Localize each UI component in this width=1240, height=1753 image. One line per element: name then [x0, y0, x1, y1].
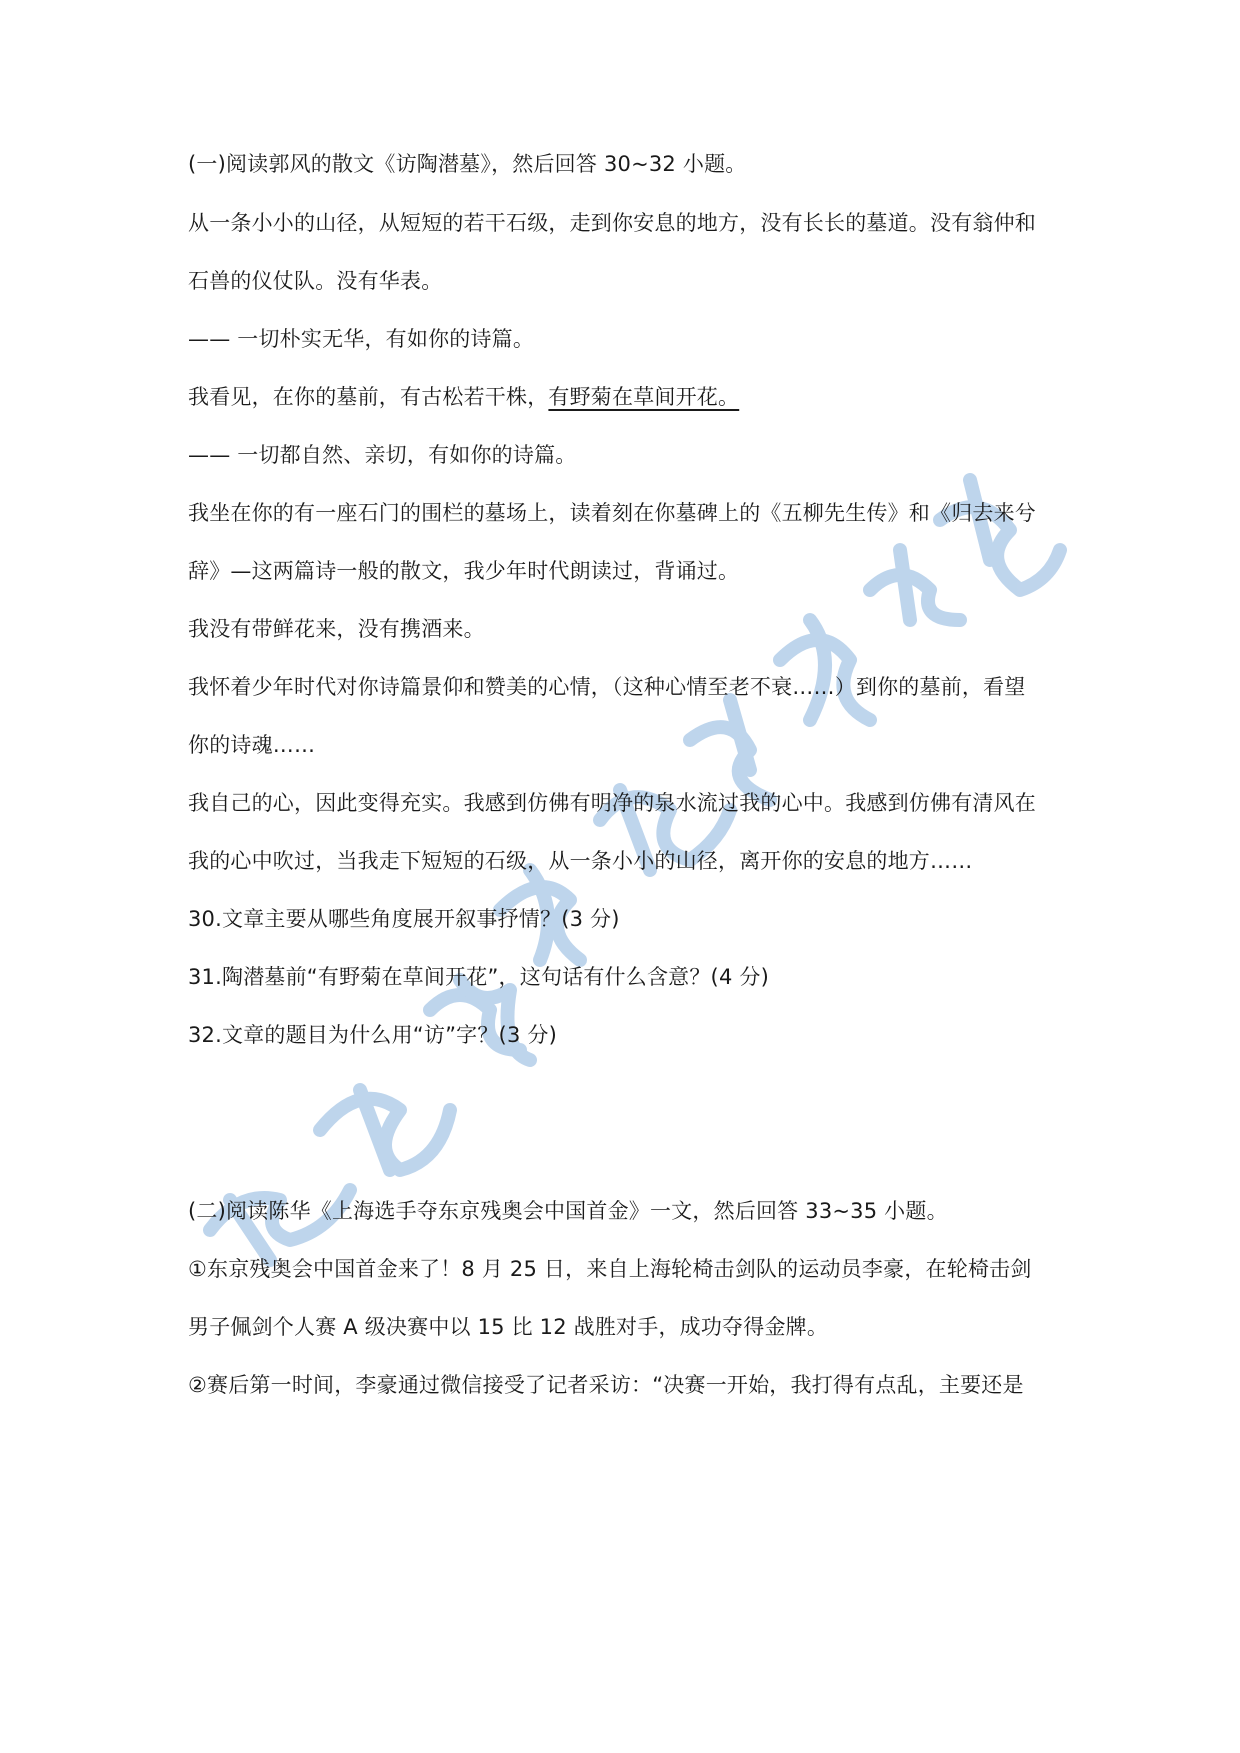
- section2-paragraph2-line1: ②赛后第一时间，李豪通过微信接受了记者采访：“决赛一开始，我打得有点乱，主要还是: [188, 1373, 1024, 1397]
- section1-paragraph8-line1: 我自己的心，因此变得充实。我感到仿佛有明净的泉水流过我的心中。我感到仿佛有清风在: [188, 791, 1036, 815]
- section1-heading: (一)阅读郭风的散文《访陶潜墓》，然后回答 30~32 小题。: [188, 152, 747, 176]
- section2-heading: (二)阅读陈华《上海选手夺东京残奥会中国首金》一文，然后回答 33~35 小题。: [188, 1199, 948, 1223]
- question-31: 31.陶潜墓前“有野菊在草间开花”，这句话有什么含意？(4 分): [188, 965, 769, 989]
- section1-paragraph2: —— 一切朴实无华，有如你的诗篇。: [188, 327, 535, 351]
- section1-paragraph8-line2: 我的心中吹过，当我走下短短的石级，从一条小小的山径，离开你的安息的地方……: [188, 849, 973, 873]
- underlined-phrase: 有野菊在草间开花。: [548, 385, 740, 409]
- section1-paragraph1-line2: 石兽的仪仗队。没有华表。: [188, 269, 443, 293]
- section1-paragraph1-line1: 从一条小小的山径，从短短的若干石级，走到你安息的地方，没有长长的墓道。没有翁仲和: [188, 211, 1036, 235]
- section2-paragraph1-line1: ①东京残奥会中国首金来了！8 月 25 日，来自上海轮椅击剑队的运动员李豪，在轮椅击剑: [188, 1257, 1032, 1281]
- section1-paragraph5-line2: 辞》—这两篇诗一般的散文，我少年时代朗读过，背诵过。: [188, 559, 740, 583]
- question-32: 32.文章的题目为什么用“访”字？(3 分): [188, 1023, 557, 1047]
- section1-paragraph7-line2: 你的诗魂……: [188, 733, 316, 757]
- section1-paragraph3: [188, 382, 739, 412]
- section2-paragraph1-line2: 男子佩剑个人赛 A 级决赛中以 15 比 12 战胜对手，成功夺得金牌。: [188, 1315, 829, 1339]
- question-30: 30.文章主要从哪些角度展开叙事抒情？(3 分): [188, 907, 620, 931]
- section1-paragraph7-line1: 我怀着少年时代对你诗篇景仰和赞美的心情，（这种心情至老不衰……）到你的墓前，看望: [188, 675, 1026, 699]
- section1-paragraph5-line1: 我坐在你的有一座石门的围栏的墓场上，读着刻在你墓碑上的《五柳先生传》和《归去来兮: [188, 501, 1036, 525]
- section1-paragraph6: 我没有带鲜花来，没有携酒来。: [188, 617, 485, 641]
- section1-paragraph4: —— 一切都自然、亲切，有如你的诗篇。: [188, 443, 577, 467]
- paragraph3-text: 我看见，在你的墓前，有古松若干株，: [188, 385, 549, 409]
